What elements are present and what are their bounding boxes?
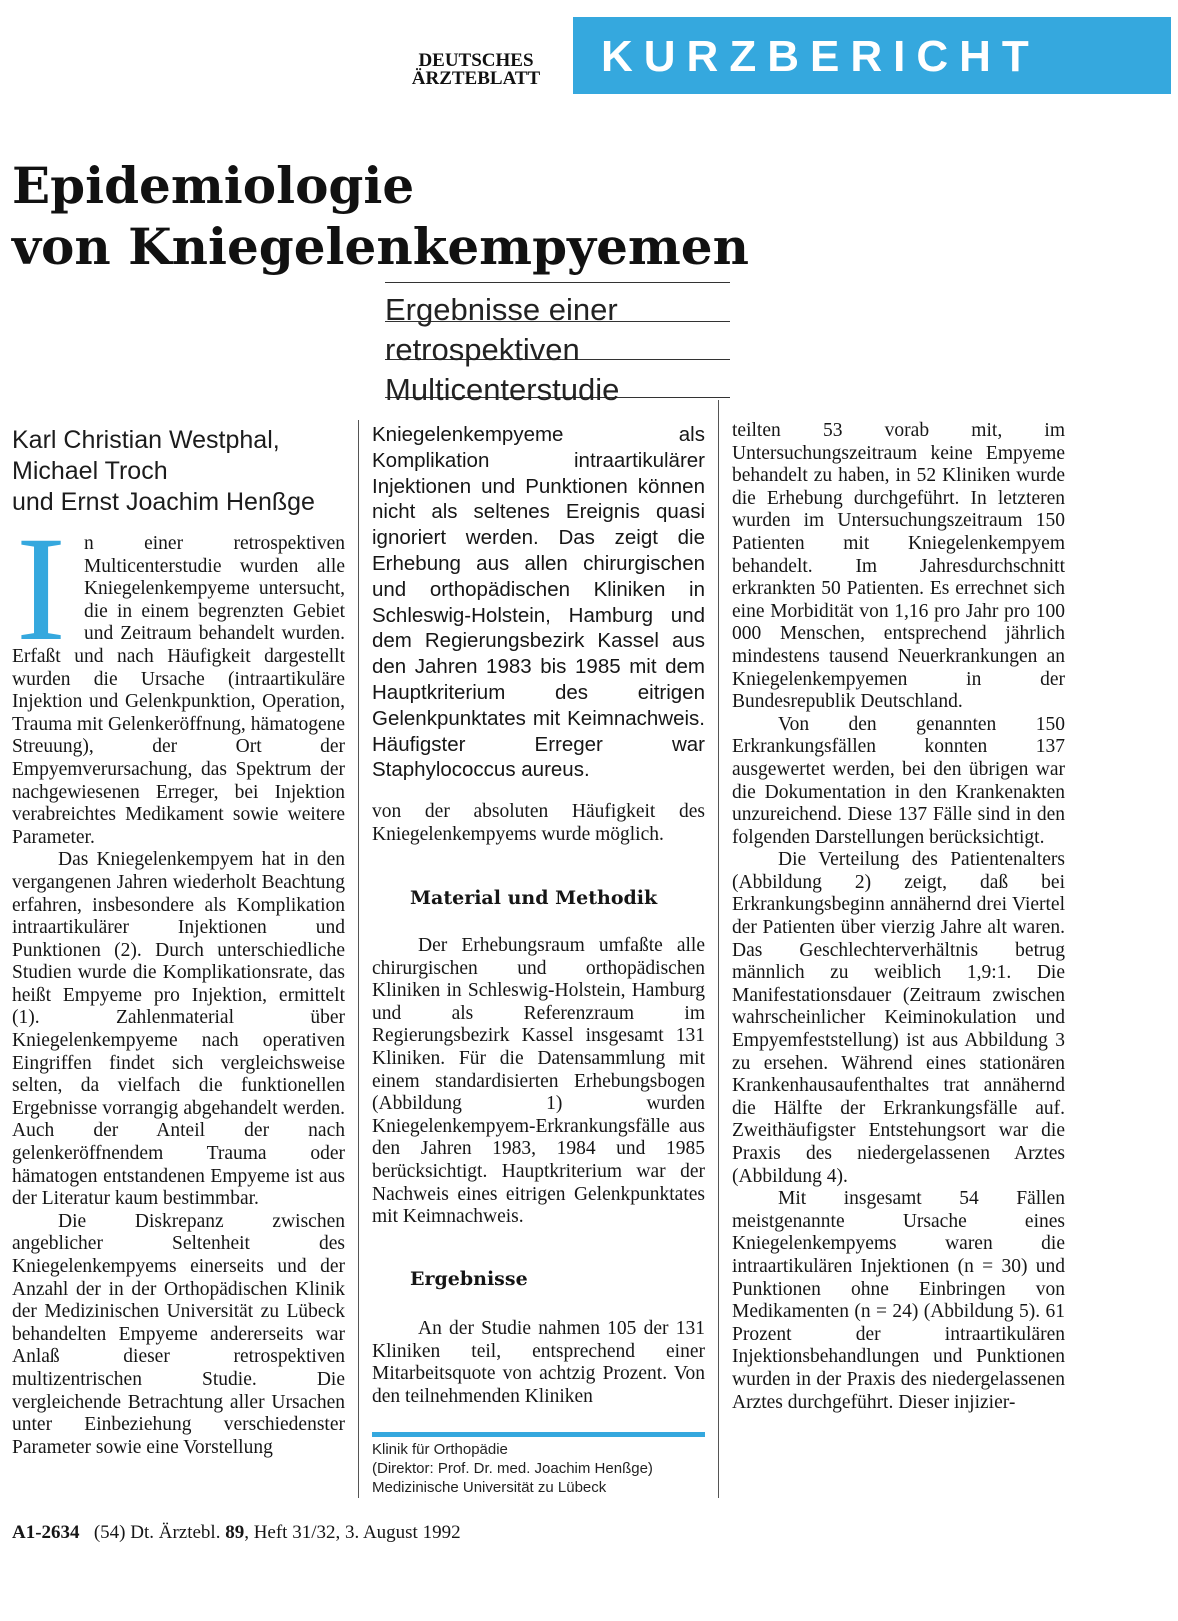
- title-line1: Epidemiologie: [12, 156, 415, 215]
- affiliation-line3: Medizinische Universität zu Lübeck: [372, 1479, 607, 1496]
- column-divider: [718, 400, 719, 1498]
- masthead-line1: DEUTSCHES: [418, 50, 534, 71]
- section-heading-material: Material und Methodik: [410, 887, 658, 909]
- article-subtitle: [385, 290, 730, 410]
- intro-text: n einer retrospektiven Multicenterstudie wurden alle Kniegelenkempyeme untersucht, die in einem begrenzten Gebiet und Zeitraum behandelt wurden. Erfaßt und nach Häufigkeit dargestellt wurden die Ursache (intraartikuläre Injektion und Gelenkpunktion, Operation, Trauma mit Gelenkeröffnung, hämatogene Streuung), der Ort der Empyemverursachung, das Spektrum der nachgewiesenen Erreger, bei Injektion verabreichtes Medikament sowie weitere Parameter.: [12, 533, 345, 848]
- author-line1: Karl Christian Westphal,: [12, 426, 280, 454]
- body-paragraph: von der absoluten Häufigkeit des Kniegelenkempyems wurde möglich.: [372, 801, 705, 845]
- section-label: KURZBERICHT: [601, 32, 1040, 81]
- subtitle-line3: Multicenterstudie: [385, 372, 620, 407]
- body-paragraph: Mit insgesamt 54 Fällen meistgenannte Ursache eines Kniegelenkempyems waren die intraartikulären Injektionen (n = 30) und Punktionen ohne Einbringen von Medikamenten (n = 24) (Abbildung 5). 61 Prozent der intraartikulären Injektionsbehandlungen und Punktionen wurden in der Praxis des niedergelassenen Arztes durchgeführt. Dieser injizier-: [732, 1188, 1065, 1413]
- intro-paragraph: [12, 506, 345, 849]
- body-paragraph: Das Kniegelenkempyem hat in den vergangenen Jahren wiederholt Beachtung erfahren, insbesondere als Komplikation intraartikulärer Injektionen und Punktionen (2). Durch unterschiedliche Studien wurde die Komplikationsrate, das heißt Empyeme pro Injektion, ermittelt (1). Zahlenmaterial über Kniegelenkempyeme nach operativen Eingriffen findet sich vergleichsweise selten, da vielfach die funktionellen Ergebnisse vorrangig abgehandelt werden. Auch der Anteil der nach gelenkeröffnendem Trauma oder hämatogen entstandenen Empyeme ist aus der Literatur kaum bestimmbar.: [12, 849, 345, 1210]
- body-paragraph: Von den genannten 150 Erkrankungsfällen konnten 137 ausgewertet werden, bei den übrigen war die Dokumentation in den Krankenakten unzureichend. Diese 137 Fälle sind in den folgenden Darstellungen berücksichtigt.: [732, 713, 1065, 848]
- column-divider: [358, 420, 359, 1498]
- affiliation-rule: [372, 1432, 705, 1437]
- subtitle-line2: retrospektiven: [385, 332, 580, 367]
- body-paragraph: Der Erhebungsraum umfaßte alle chirurgischen und orthopädischen Kliniken in Schleswig-Holstein, Hamburg und als Referenzraum im Regierungsbezirk Kassel insgesamt 131 Kliniken. Für die Datensammlung mit einem standardisierten Erhebungsbogen (Abbildung 1) wurden Kniegelenkempyem-Erkrankungsfälle aus den Jahren 1983, 1984 und 1985 berücksichtigt. Hauptkriterium war der Nachweis eines eitrigen Gelenkpunktates mit Keimnachweis.: [372, 935, 705, 1228]
- subtitle-rule: [385, 282, 730, 283]
- masthead-logo: [388, 52, 564, 88]
- section-banner: [573, 17, 1171, 94]
- masthead-line2: ÄRZTEBLATT: [411, 68, 541, 89]
- drop-cap: I: [16, 506, 66, 672]
- citation-prefix: (54) Dt. Ärztebl.: [93, 1522, 226, 1543]
- article-title: [12, 155, 772, 277]
- body-paragraph: An der Studie nahmen 105 der 131 Kliniken teil, entsprechend einer Mitarbeitsquote von achtzig Prozent. Von den teilnehmenden Kliniken: [372, 1318, 705, 1407]
- highlight-summary: [372, 422, 705, 783]
- body-paragraph: Die Diskrepanz zwischen angeblicher Seltenheit des Kniegelenkempyems einerseits und der Anzahl der in der Orthopädischen Klinik der Medizinischen Universität zu Lübeck behandelten Empyeme andererseits war Anlaß dieser retrospektiven multizentrischen Studie. Die vergleichende Betrachtung aller Ursachen unter Einbeziehung verschiedenster Parameter sowie eine Vorstellung: [12, 1210, 345, 1458]
- subtitle-line1: Ergebnisse einer: [385, 292, 618, 327]
- body-column-2-methods: [372, 935, 705, 1229]
- author-line2: Michael Troch: [12, 457, 168, 485]
- body-column-1: [12, 506, 345, 1459]
- page-footer: [12, 1522, 461, 1544]
- summary-text: Kniegelenkempyeme als Komplikation intraartikulärer Injektionen und Punktionen können nicht als seltenes Ereignis quasi ignoriert werden. Das zeigt die Erhebung aus allen chirurgischen und orthopädischen Kliniken in Schleswig-Holstein, Hamburg und dem Regierungsbezirk Kassel aus den Jahren 1983 bis 1985 mit dem Hauptkriterium des eitrigen Gelenkpunktates mit Keimnachweis. Häufigster Erreger war Staphylococcus aureus.: [372, 423, 705, 782]
- author-affiliation: [372, 1440, 712, 1497]
- author-line3: und Ernst Joachim Henßge: [12, 488, 315, 516]
- affiliation-line2: (Direktor: Prof. Dr. med. Joachim Henßge): [372, 1460, 653, 1477]
- page-reference: A1-2634: [12, 1522, 80, 1543]
- body-paragraph: teilten 53 vorab mit, im Untersuchungszeitraum keine Empyeme behandelt zu haben, in 52 Kliniken wurde die Erhebung durchgeführt. In letzteren wurden im Untersuchungszeitraum 150 Patienten mit Kniegelenkempyem behandelt. Im Jahresdurchschnitt erkrankten 50 Patienten. Es errechnet sich eine Morbidität von 1,16 pro Jahr pro 100 000 Menschen, entsprechend jährlich mindestens tausend Neuerkrankungen an Kniegelenkempyemen in der Bundesrepublik Deutschland.: [732, 420, 1065, 713]
- title-line2: von Kniegelenkempyemen: [12, 217, 749, 276]
- section-heading-ergebnisse: Ergebnisse: [410, 1268, 528, 1290]
- body-paragraph: Die Verteilung des Patientenalters (Abbildung 2) zeigt, daß bei Erkrankungsbeginn annähernd drei Viertel der Patienten über vierzig Jahre alt waren. Das Geschlechterverhältnis betrug männlich zu weiblich 1,9:1. Die Manifestationsdauer (Zeitraum zwischen wahrscheinlicher Keiminokulation und Empyemfeststellung) ist aus Abbildung 3 zu ersehen. Während eines stationären Krankenhausaufenthaltes trat annähernd die Hälfte der Erkrankungsfälle auf. Zweithäufigster Entstehungsort war die Praxis des niedergelassenen Arztes (Abbildung 4).: [732, 849, 1065, 1187]
- body-column-2-results: [372, 1318, 705, 1408]
- volume-number: 89: [225, 1522, 245, 1543]
- body-column-3: [732, 420, 1065, 1414]
- author-list: [12, 425, 352, 518]
- body-column-2-continuation: [372, 801, 705, 846]
- citation-suffix: , Heft 31/32, 3. August 1992: [244, 1522, 461, 1543]
- affiliation-line1: Klinik für Orthopädie: [372, 1441, 508, 1458]
